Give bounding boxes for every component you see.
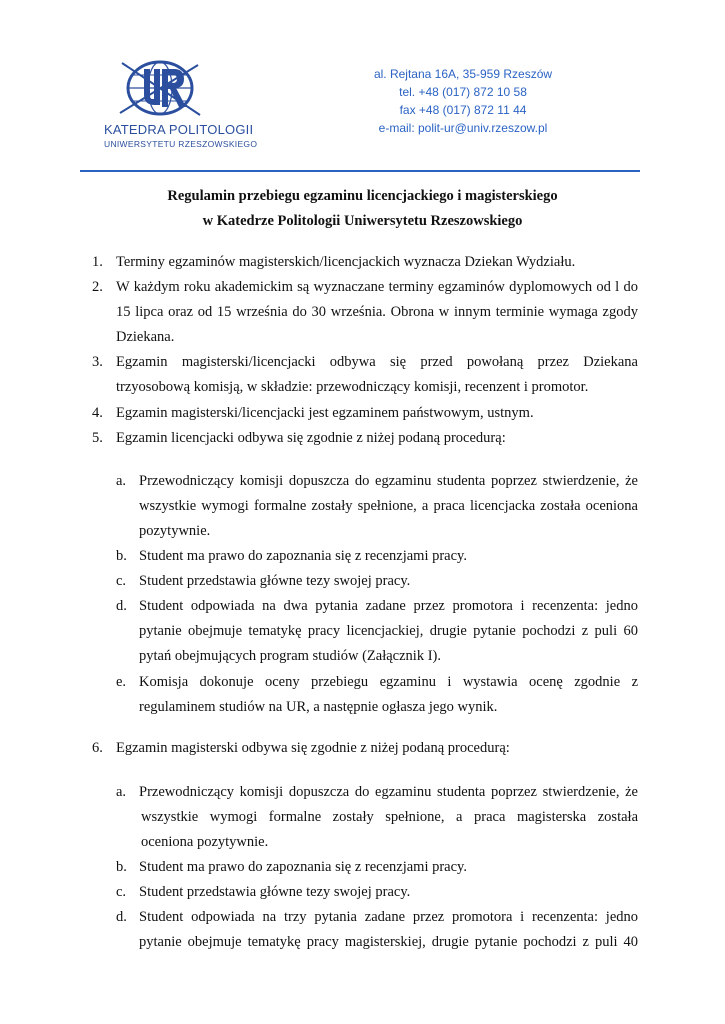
sub5-a-line2: wszystkie wymogi formalne zostały spełnione, a praca licencjacka została oceniona — [139, 498, 638, 514]
item-2-text-line2: 15 lipca oraz od 15 września do 30 września. Obrona w innym terminie wymaga zgody — [116, 304, 638, 320]
item-5-text: Egzamin licencjacki odbywa się zgodnie z niżej podaną procedurą: — [116, 430, 506, 446]
sub6-b-line1: Student ma prawo do zapoznania się z recenzjami pracy. — [139, 859, 467, 875]
item-number: 2. — [92, 279, 103, 295]
subitem-letter: b. — [116, 859, 127, 875]
subitem-letter: a. — [116, 473, 127, 489]
sub6-c-line1: Student przedstawia główne tezy swojej pracy. — [139, 884, 411, 900]
item-6-text: Egzamin magisterski odbywa się zgodnie z niżej podaną procedurą: — [116, 740, 510, 756]
sub5-d-line2: pytanie obejmuje tematykę pracy licencjackiej, drugie pytanie pochodzi z puli 60 — [139, 623, 638, 639]
sub5-d-line1: Student odpowiada na dwa pytania zadane przez promotora i recenzenta: jedno — [139, 598, 638, 614]
subitem-letter: d. — [116, 909, 127, 925]
item-number: 3. — [92, 354, 103, 370]
sub5-a-line1: Przewodniczący komisji dopuszcza do egzaminu studenta poprzez stwierdzenie, że — [139, 473, 638, 489]
sub5-d-line3: pytań obejmujących program studiów (Załącznik I). — [139, 648, 441, 664]
contact-fax: fax +48 (017) 872 11 44 — [399, 103, 527, 117]
subitem-letter: b. — [116, 548, 127, 564]
subitem-letter: c. — [116, 573, 127, 589]
subitem-letter: a. — [116, 784, 127, 800]
subitem-letter: c. — [116, 884, 127, 900]
item-2-text-line1: W każdym roku akademickim są wyznaczane terminy egzaminów dyplomowych od l do — [116, 279, 638, 295]
sub6-a-line3: oceniona pozytywnie. — [141, 834, 269, 850]
sub5-b-line1: Student ma prawo do zapoznania się z recenzjami pracy. — [139, 548, 467, 564]
item-4-text: Egzamin magisterski/licencjacki jest egzaminem państwowym, ustnym. — [116, 405, 534, 421]
sub6-d-line1: Student odpowiada na trzy pytania zadane przez promotora i recenzenta: jedno — [139, 909, 638, 925]
subitem-letter: e. — [116, 674, 127, 690]
sub5-e-line1: Komisja dokonuje oceny przebiegu egzaminu i wystawia ocenę zgodnie z — [139, 674, 638, 690]
document-title-line2: w Katedrze Politologii Uniwersytetu Rzeszowskiego — [202, 213, 523, 229]
sub5-e-line2: regulaminem studiów na UR, a następnie ogłasza jego wynik. — [139, 699, 498, 715]
item-number: 5. — [92, 430, 103, 446]
sub6-a-line1: Przewodniczący komisji dopuszcza do egzaminu studenta poprzez stwierdzenie, że — [139, 784, 638, 800]
logo-department-name: KATEDRA POLITOLOGII — [104, 122, 254, 137]
sub5-a-line3: pozytywnie. — [139, 523, 211, 539]
contact-email[interactable]: e-mail: polit-ur@univ.rzeszow.pl — [378, 121, 548, 135]
sub6-d-line2: pytanie obejmuje tematykę pracy magisterskiej, drugie pytanie pochodzi z puli 40 — [139, 934, 638, 950]
sub5-c-line1: Student przedstawia główne tezy swojej pracy. — [139, 573, 411, 589]
item-1-text: Terminy egzaminów magisterskich/licencjackich wyznacza Dziekan Wydziału. — [116, 254, 576, 270]
item-3-text-line2: trzyosobową komisją, w składzie: przewodniczący komisji, recenzent i promotor. — [116, 379, 589, 395]
item-number: 6. — [92, 740, 103, 756]
item-number: 1. — [92, 254, 103, 270]
header-divider — [80, 170, 640, 172]
logo-university-name: UNIWERSYTETU RZESZOWSKIEGO — [104, 139, 258, 149]
document-title-line1: Regulamin przebiegu egzaminu licencjackiego i magisterskiego — [167, 188, 558, 204]
sub6-a-line2: wszystkie wymogi formalne zostały spełnione, a praca magisterska została — [141, 809, 638, 825]
subitem-letter: d. — [116, 598, 127, 614]
item-number: 4. — [92, 405, 103, 421]
item-2-text-line3: Dziekana. — [116, 329, 175, 345]
contact-phone: tel. +48 (017) 872 10 58 — [399, 85, 527, 99]
contact-address: al. Rejtana 16A, 35-959 Rzeszów — [373, 67, 553, 81]
item-3-text-line1: Egzamin magisterski/licencjacki odbywa się przed powołaną przez Dziekana — [116, 354, 638, 370]
